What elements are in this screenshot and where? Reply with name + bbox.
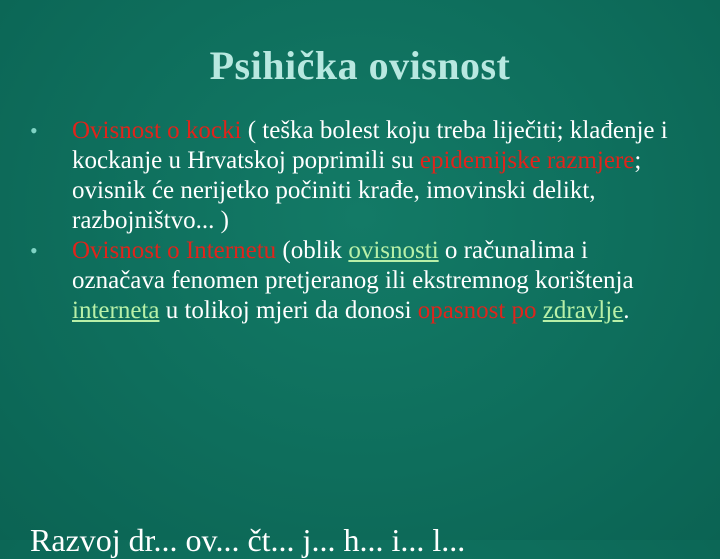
gambling-text-2: ; ovisnik će nerijetko počiniti krađe, imovinski delikt, razbojništvo... ) <box>72 147 642 234</box>
danger-highlight: opasnost po <box>417 297 537 324</box>
internet-text-3: u tolikoj mjeri da donosi <box>159 297 418 324</box>
gambling-text-1: ( teška bolest koju treba liječiti; klađenje i kockanje u Hrvatskoj poprimili su <box>72 117 668 174</box>
internet-heading: Ovisnost o Internetu <box>72 237 277 264</box>
bullet-item-gambling <box>30 116 680 236</box>
cut-off-footer-text: Razvoj dr... ov... čt... j... h... i... l... <box>30 522 466 558</box>
bullet-list <box>30 116 680 326</box>
slide-title: Psihička ovisnost <box>209 43 511 88</box>
link-interneta[interactable]: interneta <box>72 297 160 324</box>
link-zdravlje[interactable]: zdravlje <box>542 297 624 324</box>
gambling-heading: Ovisnost o kocki <box>72 117 242 144</box>
link-ovisnosti[interactable]: ovisnosti <box>348 237 439 264</box>
bullet-item-internet <box>30 236 680 326</box>
bullet-dot-icon: • <box>30 118 38 143</box>
internet-text-1: (oblik <box>276 237 349 264</box>
bullet-dot-icon: • <box>30 238 38 263</box>
epidemic-highlight: epidemijske razmjere <box>419 147 635 174</box>
internet-text-2: o računalima i označava fenomen pretjeranog ili ekstremnog korištenja <box>72 237 634 294</box>
internet-text-5: . <box>623 297 630 324</box>
